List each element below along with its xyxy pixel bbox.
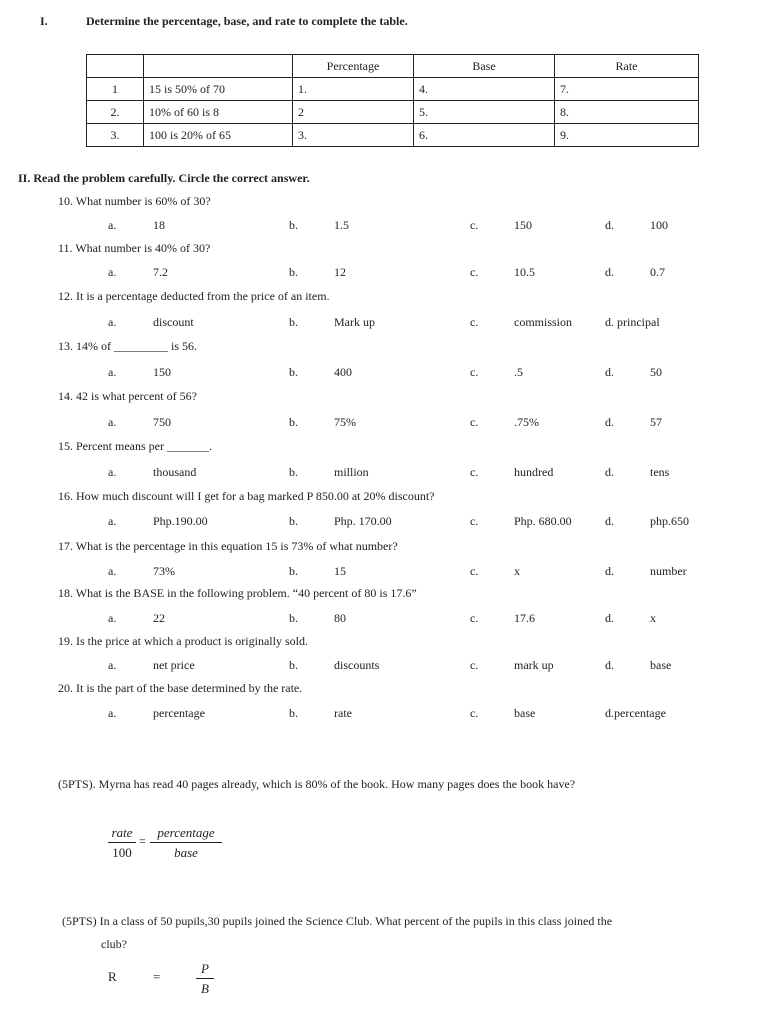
- answer-choice-a[interactable]: 73%: [153, 564, 175, 578]
- option-letter-a: a.: [108, 658, 117, 672]
- option-letter-a: a.: [108, 465, 117, 479]
- table-header-rate: Rate: [555, 55, 699, 78]
- option-letter-d: d.: [605, 611, 614, 625]
- question-text: 15. Percent means per _______.: [58, 439, 212, 453]
- answer-choice-d[interactable]: 0.7: [650, 265, 665, 279]
- equals-sign: =: [153, 969, 161, 984]
- answer-choice-d[interactable]: 100: [650, 218, 668, 232]
- row-base-blank: 5.: [414, 101, 555, 124]
- fraction-numerator: percentage: [150, 825, 222, 843]
- answer-choice-a[interactable]: 22: [153, 611, 165, 625]
- table-header-row: [87, 55, 699, 78]
- part2-instruction: II. Read the problem carefully. Circle the correct answer.: [18, 171, 310, 185]
- answer-choice-c[interactable]: mark up: [514, 658, 554, 672]
- answer-choice-d[interactable]: number: [650, 564, 687, 578]
- answer-choice-b[interactable]: 15: [334, 564, 346, 578]
- answer-choice-c[interactable]: 150: [514, 218, 532, 232]
- table-row: [87, 101, 699, 124]
- row-statement: 10% of 60 is 8: [144, 101, 293, 124]
- formula-rate-symbol: R: [108, 969, 117, 984]
- option-letter-b: b.: [289, 611, 298, 625]
- option-letter-b: b.: [289, 265, 298, 279]
- option-letter-b: b.: [289, 658, 298, 672]
- answer-choice-b[interactable]: 80: [334, 611, 346, 625]
- answer-choice-d[interactable]: d. principal: [605, 315, 660, 329]
- answer-choice-b[interactable]: discounts: [334, 658, 380, 672]
- row-number: 2.: [87, 101, 144, 124]
- percentage-base-fraction: [150, 825, 222, 861]
- option-letter-b: b.: [289, 315, 298, 329]
- option-letter-c: c.: [470, 706, 479, 720]
- question-text: 17. What is the percentage in this equation 15 is 73% of what number?: [58, 539, 398, 553]
- row-percentage-blank: 3.: [293, 124, 414, 147]
- row-number: 3.: [87, 124, 144, 147]
- row-rate-blank: 8.: [555, 101, 699, 124]
- option-letter-b: b.: [289, 218, 298, 232]
- answer-choice-d[interactable]: 57: [650, 415, 662, 429]
- table-header-percentage: Percentage: [293, 55, 414, 78]
- fraction-numerator: P: [196, 961, 214, 979]
- problem1-text: (5PTS). Myrna has read 40 pages already, which is 80% of the book. How many pages does the book have?: [58, 777, 576, 791]
- row-rate-blank: 7.: [555, 78, 699, 101]
- answer-choice-c[interactable]: x: [514, 564, 520, 578]
- option-letter-c: c.: [470, 465, 479, 479]
- answer-choice-b[interactable]: Mark up: [334, 315, 375, 329]
- question-text: 13. 14% of _________ is 56.: [58, 339, 197, 353]
- answer-choice-b[interactable]: 400: [334, 365, 352, 379]
- option-letter-c: c.: [470, 218, 479, 232]
- question-text: 20. It is the part of the base determined by the rate.: [58, 681, 303, 695]
- answer-choice-d[interactable]: d.percentage: [605, 706, 666, 720]
- question-text: 14. 42 is what percent of 56?: [58, 389, 197, 403]
- option-letter-b: b.: [289, 415, 298, 429]
- option-letter-b: b.: [289, 706, 298, 720]
- question-text: 10. What number is 60% of 30?: [58, 194, 211, 208]
- option-letter-a: a.: [108, 564, 117, 578]
- answer-choice-d[interactable]: 50: [650, 365, 662, 379]
- row-statement: 100 is 20% of 65: [144, 124, 293, 147]
- option-letter-a: a.: [108, 611, 117, 625]
- problem2-text-line1: (5PTS) In a class of 50 pupils,30 pupils joined the Science Club. What percent of the pupils in this class joined the: [62, 914, 613, 928]
- option-letter-d: d.: [605, 658, 614, 672]
- answer-choice-d[interactable]: php.650: [650, 514, 689, 528]
- option-letter-d: d.: [605, 564, 614, 578]
- table-row: [87, 124, 699, 147]
- option-letter-a: a.: [108, 218, 117, 232]
- option-letter-c: c.: [470, 514, 479, 528]
- answer-choice-d[interactable]: base: [650, 658, 672, 672]
- answer-choice-a[interactable]: 18: [153, 218, 165, 232]
- answer-choice-a[interactable]: thousand: [153, 465, 197, 479]
- row-base-blank: 6.: [414, 124, 555, 147]
- answer-choice-b[interactable]: million: [334, 465, 369, 479]
- row-base-blank: 4.: [414, 78, 555, 101]
- answer-choice-b[interactable]: rate: [334, 706, 352, 720]
- equals-sign: =: [139, 834, 146, 848]
- option-letter-a: a.: [108, 315, 117, 329]
- option-letter-d: d.: [605, 218, 614, 232]
- answer-choice-a[interactable]: net price: [153, 658, 195, 672]
- answer-choice-b[interactable]: 75%: [334, 415, 356, 429]
- fraction-denominator: base: [174, 845, 198, 860]
- option-letter-c: c.: [470, 611, 479, 625]
- rate-fraction: [108, 825, 136, 861]
- option-letter-c: c.: [470, 365, 479, 379]
- answer-choice-c[interactable]: base: [514, 706, 536, 720]
- option-letter-d: d.: [605, 365, 614, 379]
- answer-choice-a[interactable]: percentage: [153, 706, 205, 720]
- table-row: [87, 78, 699, 101]
- option-letter-c: c.: [470, 564, 479, 578]
- option-letter-a: a.: [108, 365, 117, 379]
- question-text: 16. How much discount will I get for a bag marked P 850.00 at 20% discount?: [58, 489, 435, 503]
- question-text: 19. Is the price at which a product is originally sold.: [58, 634, 308, 648]
- option-letter-a: a.: [108, 415, 117, 429]
- question-text: 12. It is a percentage deducted from the price of an item.: [58, 289, 330, 303]
- answer-choice-a[interactable]: discount: [153, 315, 194, 329]
- question-text: 18. What is the BASE in the following problem. “40 percent of 80 is 17.6”: [58, 586, 417, 600]
- fraction-denominator: 100: [112, 845, 132, 860]
- option-letter-b: b.: [289, 465, 298, 479]
- answer-choice-b[interactable]: 1.5: [334, 218, 349, 232]
- p-over-b-fraction: [196, 961, 214, 997]
- option-letter-b: b.: [289, 564, 298, 578]
- answer-choice-c[interactable]: commission: [514, 315, 573, 329]
- answer-choice-c[interactable]: .75%: [514, 415, 539, 429]
- answer-choice-d[interactable]: tens: [650, 465, 670, 479]
- option-letter-d: d.: [605, 514, 614, 528]
- table-header-number: [87, 55, 144, 78]
- option-letter-d: d.: [605, 265, 614, 279]
- row-number: 1: [87, 78, 144, 101]
- option-letter-c: c.: [470, 415, 479, 429]
- answer-choice-a[interactable]: 7.2: [153, 265, 168, 279]
- answer-choice-c[interactable]: 17.6: [514, 611, 535, 625]
- part1-roman-numeral: I.: [40, 14, 48, 28]
- option-letter-c: c.: [470, 658, 479, 672]
- option-letter-a: a.: [108, 265, 117, 279]
- option-letter-d: d.: [605, 465, 614, 479]
- option-letter-c: c.: [470, 315, 479, 329]
- option-letter-b: b.: [289, 365, 298, 379]
- answer-choice-c[interactable]: hundred: [514, 465, 554, 479]
- answer-choice-a[interactable]: 750: [153, 415, 171, 429]
- answer-choice-b[interactable]: Php. 170.00: [334, 514, 392, 528]
- option-letter-c: c.: [470, 265, 479, 279]
- table-header-statement: [144, 55, 293, 78]
- table-header-base: Base: [414, 55, 555, 78]
- answer-choice-c[interactable]: 10.5: [514, 265, 535, 279]
- percentage-table: [86, 54, 699, 147]
- option-letter-a: a.: [108, 514, 117, 528]
- answer-choice-b[interactable]: 12: [334, 265, 346, 279]
- row-percentage-blank: 2: [293, 101, 414, 124]
- option-letter-a: a.: [108, 706, 117, 720]
- problem2-text-line2: club?: [101, 937, 127, 951]
- answer-choice-a[interactable]: 150: [153, 365, 171, 379]
- row-percentage-blank: 1.: [293, 78, 414, 101]
- answer-choice-a[interactable]: Php.190.00: [153, 514, 208, 528]
- answer-choice-c[interactable]: .5: [514, 365, 523, 379]
- fraction-denominator: B: [201, 981, 209, 996]
- fraction-numerator: rate: [108, 825, 136, 843]
- option-letter-d: d.: [605, 415, 614, 429]
- question-text: 11. What number is 40% of 30?: [58, 241, 211, 255]
- answer-choice-c[interactable]: Php. 680.00: [514, 514, 572, 528]
- row-statement: 15 is 50% of 70: [144, 78, 293, 101]
- part1-instruction: Determine the percentage, base, and rate to complete the table.: [86, 14, 408, 28]
- row-rate-blank: 9.: [555, 124, 699, 147]
- option-letter-b: b.: [289, 514, 298, 528]
- answer-choice-d[interactable]: x: [650, 611, 656, 625]
